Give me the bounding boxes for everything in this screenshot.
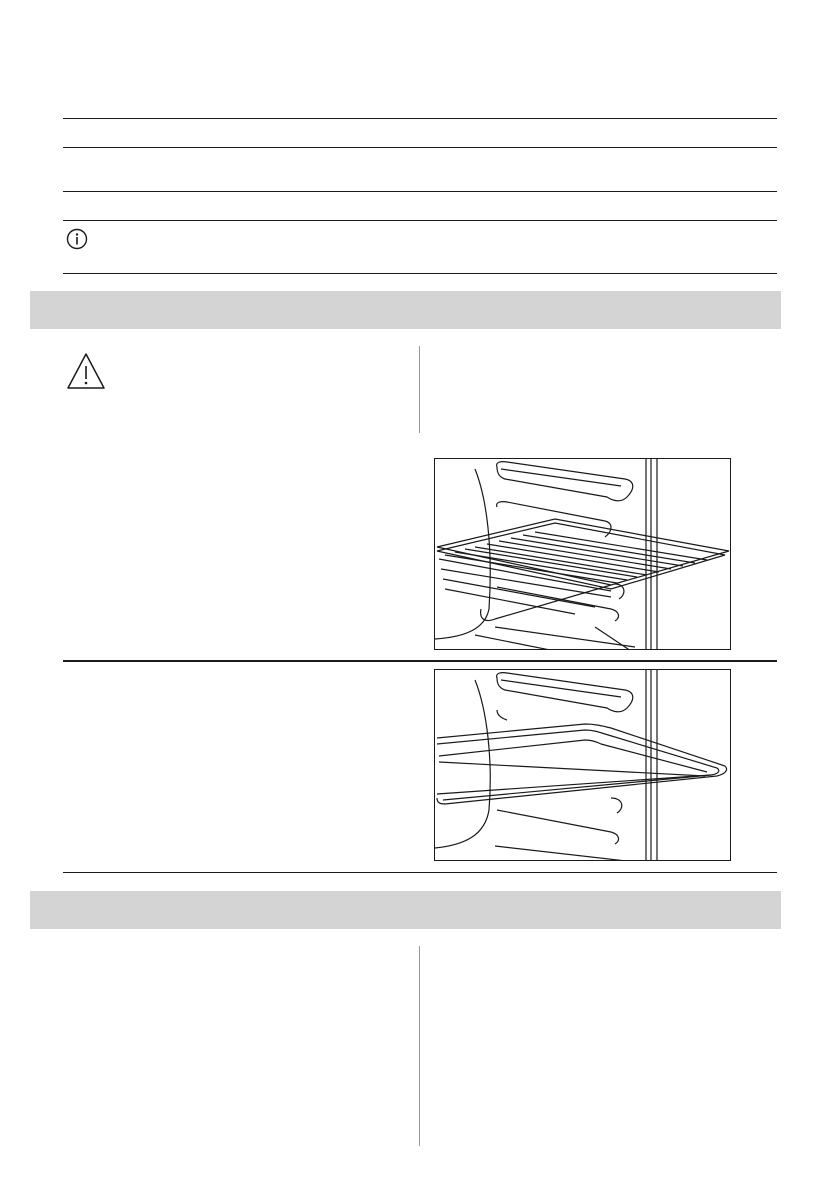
oven-baking-tray-illustration xyxy=(434,669,731,861)
column-divider-1 xyxy=(419,346,420,433)
table-rule-5 xyxy=(63,273,777,274)
table-rule-4 xyxy=(63,220,777,221)
info-circle-icon xyxy=(66,228,88,255)
table-rule-3 xyxy=(63,191,777,192)
table-rule-7 xyxy=(63,872,777,873)
column-divider-2 xyxy=(419,946,420,1146)
section-header-band-2 xyxy=(30,891,781,929)
table-rule-2 xyxy=(63,147,777,148)
oven-wire-shelf-illustration xyxy=(434,458,731,650)
section-header-band-1 xyxy=(30,291,781,329)
table-rule-6 xyxy=(63,660,777,662)
warning-triangle-icon xyxy=(66,351,106,396)
table-rule-1 xyxy=(63,118,777,119)
